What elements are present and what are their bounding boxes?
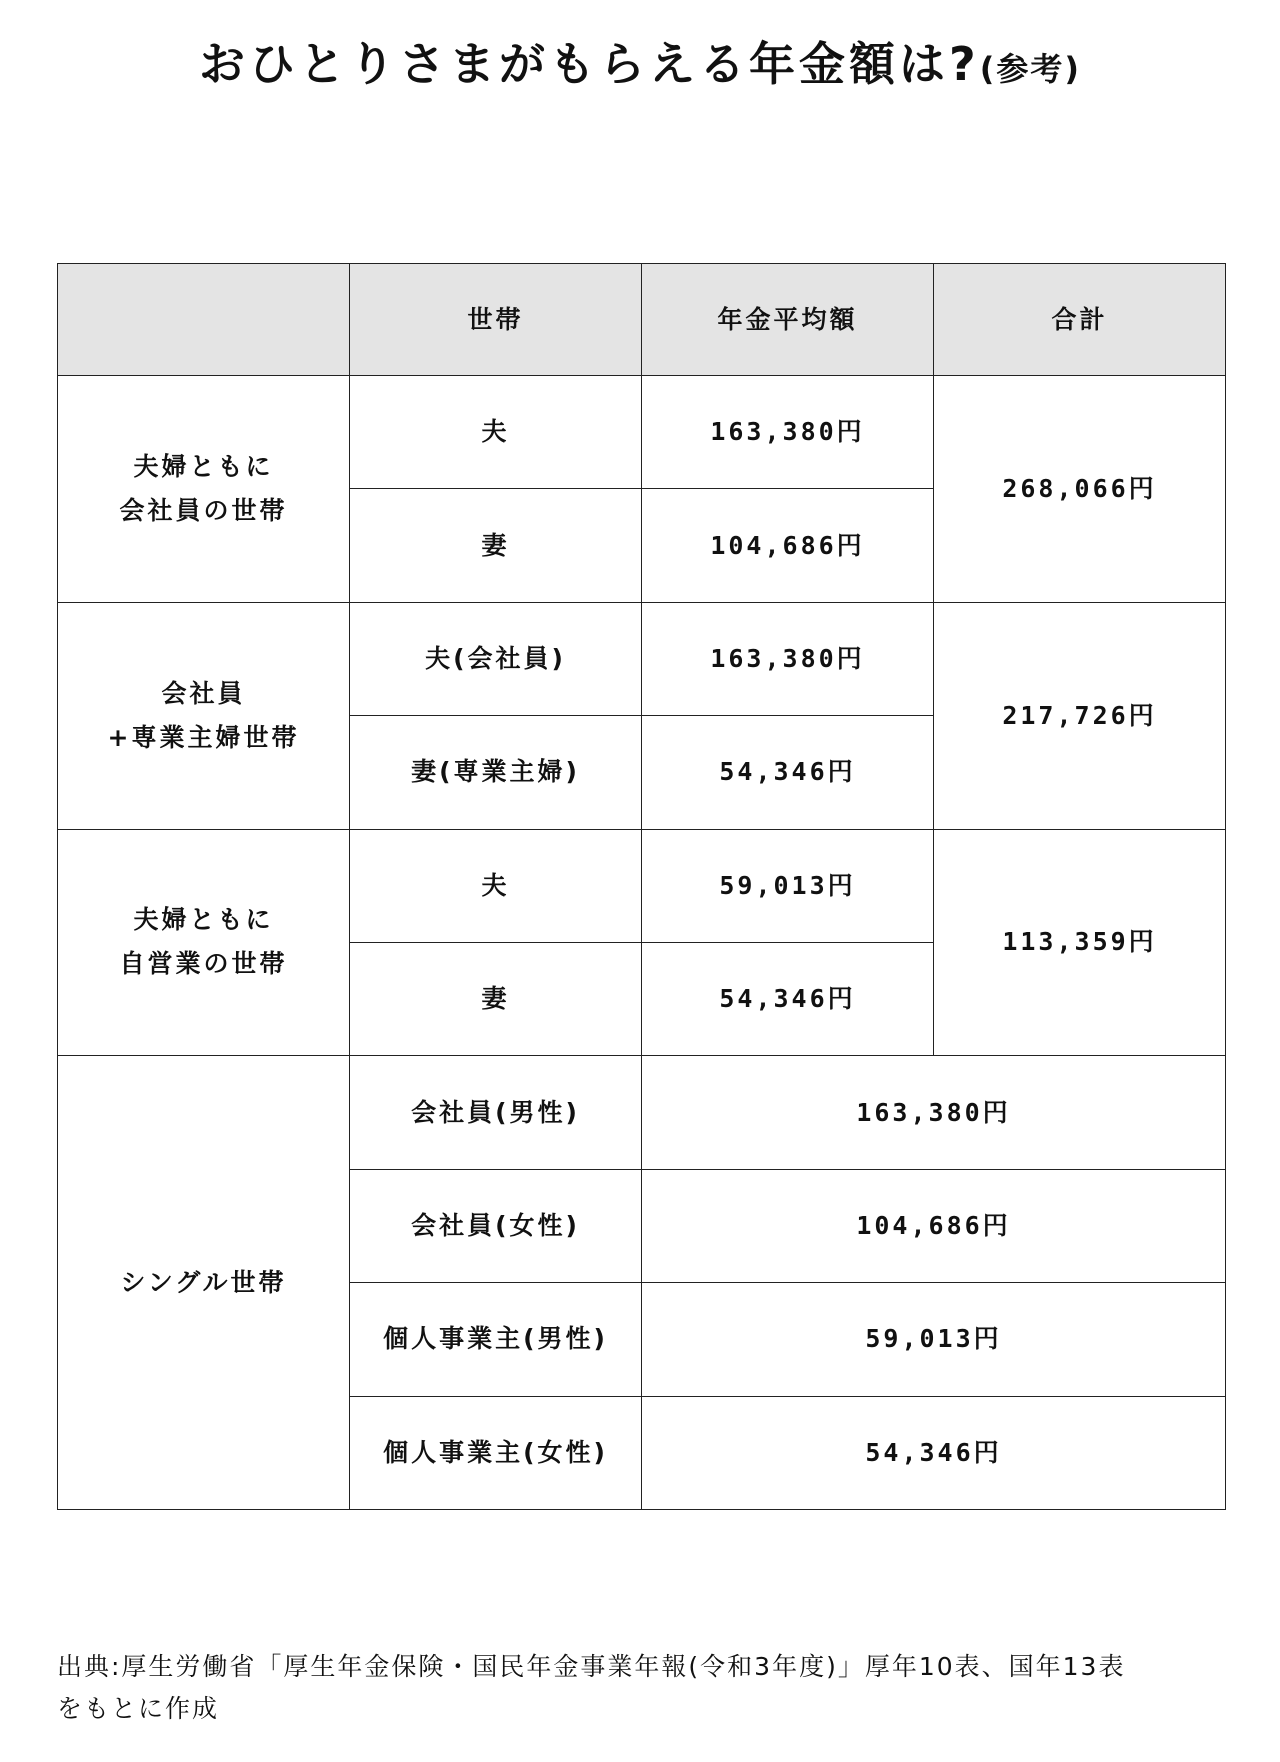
page-title: [0, 28, 1280, 94]
member-cell: 夫: [350, 829, 642, 942]
amount-cell: 54,346円: [642, 1396, 1226, 1509]
member-cell: 妻: [350, 942, 642, 1055]
group-label: [58, 1056, 350, 1510]
source-line: 出典:厚生労働省「厚生年金保険・国民年金事業年報(令和3年度)」厚年10表、国年13表: [57, 1652, 1126, 1681]
member-cell: 夫: [350, 376, 642, 489]
amount-cell: 163,380円: [642, 1056, 1226, 1169]
member-cell: 個人事業主(女性): [350, 1396, 642, 1509]
member-cell: 妻(専業主婦): [350, 716, 642, 829]
amount-cell: 104,686円: [642, 489, 934, 602]
table-row: [58, 602, 1226, 715]
group-label-line: 夫婦ともに: [133, 905, 274, 935]
amount-cell: 59,013円: [642, 1283, 1226, 1396]
total-cell: 217,726円: [934, 602, 1226, 829]
amount-cell: 163,380円: [642, 602, 934, 715]
source-line: をもとに作成: [57, 1694, 220, 1723]
header-average: 年金平均額: [642, 264, 934, 376]
total-cell: 268,066円: [934, 376, 1226, 603]
member-cell: 会社員(女性): [350, 1169, 642, 1282]
title-main: おひとりさまがもらえる年金額は?: [199, 37, 980, 91]
title-sub: (参考): [979, 50, 1081, 88]
header-blank: [58, 264, 350, 376]
amount-cell: 54,346円: [642, 942, 934, 1055]
group-label-line: 自営業の世帯: [119, 949, 288, 979]
group-label-line: +専業主婦世帯: [107, 722, 300, 752]
total-cell: 113,359円: [934, 829, 1226, 1056]
group-label: [58, 829, 350, 1056]
member-cell: 会社員(男性): [350, 1056, 642, 1169]
group-label-line: シングル世帯: [120, 1267, 287, 1297]
header-household: 世帯: [350, 264, 642, 376]
group-label-line: 夫婦ともに: [133, 451, 274, 481]
table-row: [58, 1056, 1226, 1169]
amount-cell: 59,013円: [642, 829, 934, 942]
member-cell: 個人事業主(男性): [350, 1283, 642, 1396]
group-label: [58, 602, 350, 829]
source-note: [57, 1646, 1237, 1730]
pension-table: [57, 263, 1226, 1510]
member-cell: 妻: [350, 489, 642, 602]
table-row: [58, 829, 1226, 942]
group-label: [58, 376, 350, 603]
table-header-row: [58, 264, 1226, 376]
table-row: [58, 376, 1226, 489]
member-cell: 夫(会社員): [350, 602, 642, 715]
amount-cell: 54,346円: [642, 716, 934, 829]
amount-cell: 163,380円: [642, 376, 934, 489]
amount-cell: 104,686円: [642, 1169, 1226, 1282]
group-label-line: 会社員の世帯: [119, 495, 288, 525]
header-total: 合計: [934, 264, 1226, 376]
group-label-line: 会社員: [161, 678, 246, 708]
